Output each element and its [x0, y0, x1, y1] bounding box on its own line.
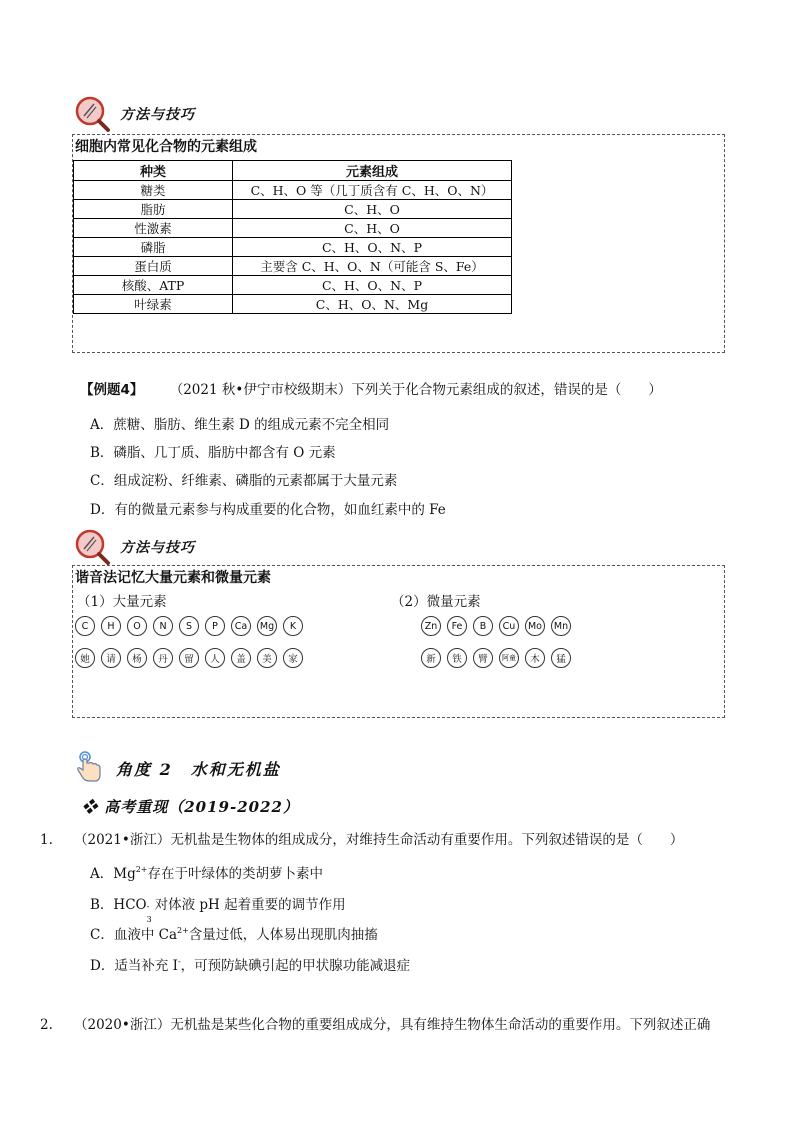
- mnemonic-circle: 猛: [551, 648, 571, 668]
- header-elements: 元素组成: [233, 161, 512, 181]
- cell-category: 性激素: [74, 219, 233, 238]
- angle-2-heading: [74, 750, 281, 786]
- element-circle: Fe: [447, 616, 467, 636]
- cell-category: 蛋白质: [74, 257, 233, 276]
- tip-banner-2: [72, 527, 195, 567]
- subscript: 3: [146, 915, 152, 924]
- table-row: [74, 276, 512, 295]
- q1-option-b: B．HCO - 3 对体液 pH 起着重要的调节作用: [90, 897, 346, 924]
- q1-option-a: [90, 862, 323, 882]
- superscript: -: [177, 957, 181, 966]
- question-2-stem: （2020•浙江）无机盐是某些化合物的重要组成成分，具有维持生物体生命活动的重要作用。下列叙述正确: [74, 1017, 711, 1033]
- q1-option-d: [90, 954, 410, 974]
- element-circle: C: [75, 616, 95, 636]
- mnemonic-circle: 请: [101, 648, 121, 668]
- table-header-row: [74, 161, 512, 181]
- option-text: ，可预防缺碘引起的甲状腺功能减退症: [180, 958, 411, 974]
- cell-elements: 主要含 C、H、O、N（可能含 S、Fe）: [233, 257, 512, 276]
- element-circle: Zn: [421, 616, 441, 636]
- cell-category: 糖类: [74, 181, 233, 200]
- option-d: D．有的微量元素参与构成重要的化合物，如血红素中的 Fe: [90, 502, 446, 518]
- header-category: 种类: [74, 161, 233, 181]
- superscript: 2+: [135, 865, 148, 874]
- element-circle: Mo: [525, 616, 545, 636]
- micro-symbol-row: [421, 616, 577, 636]
- micro-heading: （2）微量元素: [391, 594, 481, 610]
- element-circle: K: [283, 616, 303, 636]
- macro-symbol-row: [75, 616, 309, 636]
- option-text: C．血液中 Ca: [90, 927, 177, 943]
- element-table: [73, 160, 512, 314]
- mnemonic-circle: 美: [257, 648, 277, 668]
- element-circle: O: [127, 616, 147, 636]
- table-row: [74, 238, 512, 257]
- element-circle: Ca: [231, 616, 251, 636]
- option-text: D．适当补充 I: [90, 958, 178, 974]
- mnemonic-circle: 家: [283, 648, 303, 668]
- element-circle: Mn: [551, 616, 571, 636]
- option-text: 含量过低，人体易出现肌肉抽搐: [188, 927, 378, 943]
- option-c: C．组成淀粉、纤维素、磷脂的元素都属于大量元素: [90, 473, 398, 489]
- mnemonic-circle: 盖: [231, 648, 251, 668]
- tip-box-mnemonic: [72, 565, 725, 718]
- cell-elements: C、H、O、N、P: [233, 238, 512, 257]
- mnemonic-circle: 新: [421, 648, 441, 668]
- tip-box-element-composition: [72, 134, 725, 353]
- element-circle: B: [473, 616, 493, 636]
- element-circle: N: [153, 616, 173, 636]
- cell-category: 叶绿素: [74, 295, 233, 314]
- element-circle: H: [101, 616, 121, 636]
- tip-banner-1: [72, 94, 195, 134]
- element-circle: S: [179, 616, 199, 636]
- table-row: [74, 181, 512, 200]
- cell-elements: C、H、O: [233, 219, 512, 238]
- option-a: A．蔗糖、脂肪、维生素 D 的组成元素不完全相同: [90, 417, 390, 433]
- cell-elements: C、H、O、N、P: [233, 276, 512, 295]
- element-circle: Mg: [257, 616, 277, 636]
- example-source: （2021 秋•伊宁市校级期末）下列关于化合物元素组成的叙述，错误的是（ ）: [169, 382, 662, 398]
- option-text: A．Mg: [90, 866, 136, 882]
- banner-title: 方法与技巧: [120, 107, 195, 123]
- box-title: 谐音法记忆大量元素和微量元素: [75, 570, 271, 586]
- micro-mnemonic-row: [421, 648, 577, 668]
- pointing-hand-icon: [74, 750, 104, 786]
- angle-title: 角度 2 水和无机盐: [116, 759, 281, 779]
- element-circle: P: [205, 616, 225, 636]
- option-text: B．HCO: [90, 897, 147, 913]
- superscript: 2+: [177, 926, 189, 935]
- table-row: [74, 200, 512, 219]
- banner-title: 方法与技巧: [120, 540, 195, 556]
- option-text: 对体液 pH 起着重要的调节作用: [154, 897, 346, 913]
- mnemonic-circle: 铁: [447, 648, 467, 668]
- mnemonic-circle: 留: [179, 648, 199, 668]
- option-b: B．磷脂、几丁质、脂肪中都含有 O 元素: [90, 445, 336, 461]
- question-2-number: 2.: [40, 1017, 53, 1033]
- mnemonic-circle: 丹: [153, 648, 173, 668]
- option-text: 存在于叶绿体的类胡萝卜素中: [147, 866, 324, 882]
- mnemonic-circle: 臂: [473, 648, 493, 668]
- mnemonic-circle: 阿童: [499, 648, 519, 668]
- example-4-stem: [80, 380, 662, 400]
- magnifier-icon: [72, 94, 112, 134]
- table-row: [74, 219, 512, 238]
- example-label: 【例题4】: [80, 382, 144, 398]
- cell-elements: C、H、O 等（几丁质含有 C、H、O、N）: [233, 181, 512, 200]
- mnemonic-circle: 杨: [127, 648, 147, 668]
- question-1-number: 1.: [40, 832, 53, 848]
- gaokao-heading: ❖ 高考重现（2019-2022）: [82, 798, 299, 816]
- cell-category: 磷脂: [74, 238, 233, 257]
- box-title: 细胞内常见化合物的元素组成: [75, 139, 257, 155]
- table-row: [74, 257, 512, 276]
- magnifier-icon: [72, 527, 112, 567]
- cell-category: 脂肪: [74, 200, 233, 219]
- cell-elements: C、H、O、N、Mg: [233, 295, 512, 314]
- macro-mnemonic-row: [75, 648, 309, 668]
- mnemonic-circle: 人: [205, 648, 225, 668]
- mnemonic-circle: 她: [75, 648, 95, 668]
- q1-option-c: [90, 923, 378, 943]
- mnemonic-circle: 木: [525, 648, 545, 668]
- cell-category: 核酸、ATP: [74, 276, 233, 295]
- element-circle: Cu: [499, 616, 519, 636]
- cell-elements: C、H、O: [233, 200, 512, 219]
- table-row: [74, 295, 512, 314]
- question-1-stem: （2021•浙江）无机盐是生物体的组成成分，对维持生命活动有重要作用。下列叙述错误的是（ ）: [74, 832, 684, 848]
- macro-heading: （1）大量元素: [77, 594, 167, 610]
